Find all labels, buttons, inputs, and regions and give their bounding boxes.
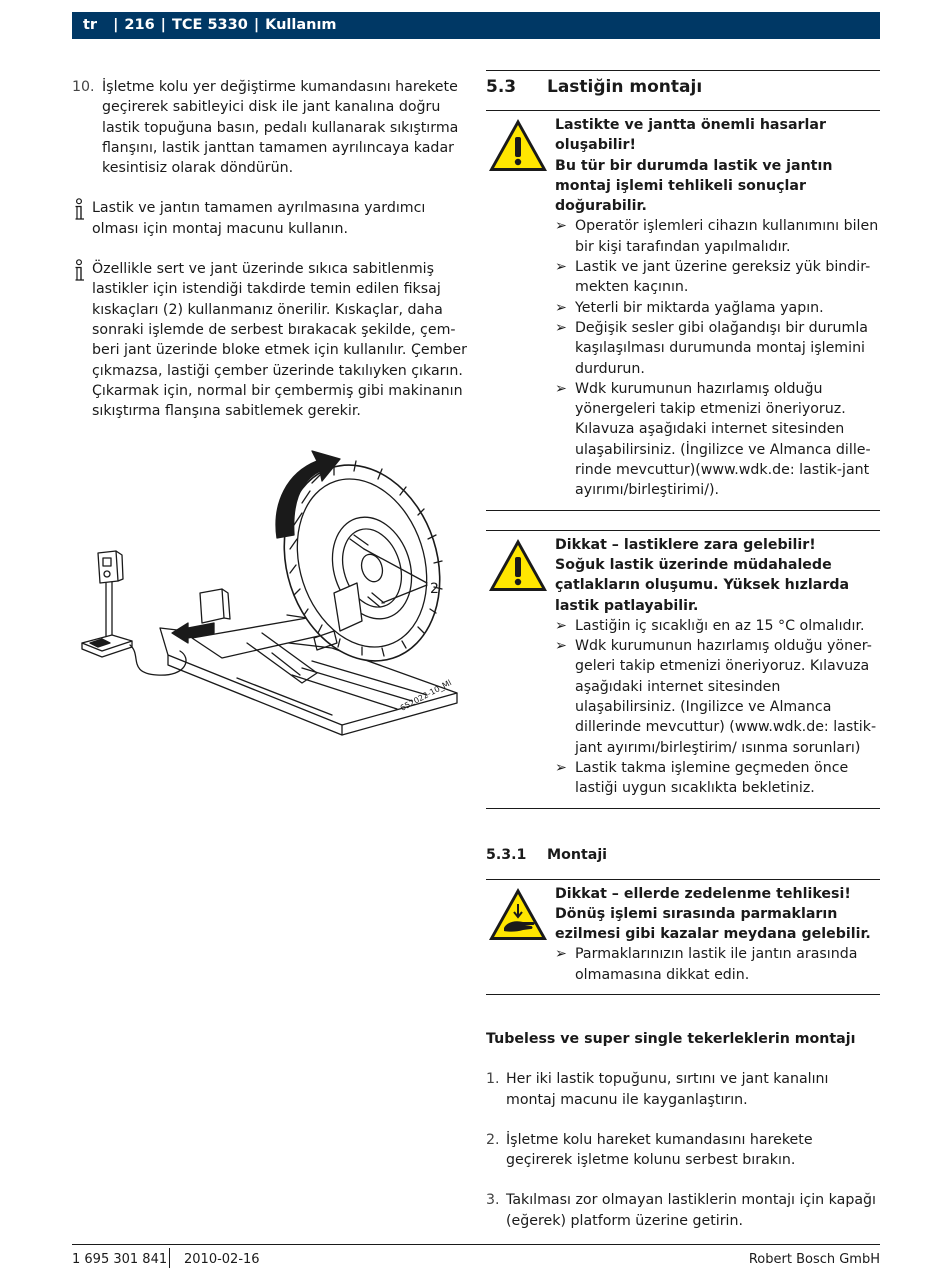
step-10 [72,77,467,178]
bullet-arrow-icon: ➢ [555,759,567,776]
warning-rule [486,994,880,995]
warning-bullet: ➢ Wdk kurumunun hazırlamış olduğu yönergeleri takip etmenizi öneriyoruz. Kılavuza aşağıdaki internet sitesinden ulaşabilirsiniz. (İngilizce ve Almanca dille-rinde mevcuttur)(www.wdk.de: lastik-jant ayırımı/birleştirimi/). [555,380,871,499]
warning-title: Lastikte ve jantta önemli hasarlar oluşabilir! [555,117,826,154]
left-column [72,77,467,743]
bullet-arrow-icon: ➢ [555,380,567,397]
info-text-1: Lastik ve jantın tamamen ayrılmasına yardımcı olması için montaj macunu kullanın. [92,200,426,237]
footer-date: 2010-02-16 [184,1252,260,1267]
step-number: 10. [72,79,95,95]
tyre-changer-illustration [72,443,467,743]
section-title: Lastiğin montajı [547,77,703,97]
footer-company: Robert Bosch GmbH [748,1252,880,1267]
list-number: 1. [486,1071,500,1088]
step-text: İşletme kolu yer değiştirme kumandasını harekete geçirerek sabitleyici disk ile jant kanalına doğru lastik topuğuna basın, pedalı kullanarak sıkıştırma flanşını, lastik janttan tamamen ayrılıncaya kadar kesintisiz olarak döndürün. [102,79,459,177]
section-5-3-1-heading [486,845,880,879]
list-item: 1. Her iki lastik topuğunu, sırtını ve jant kanalını montaj macunu ile kayganlaştırın. [486,1071,829,1108]
header-page-number: 216 [124,17,155,33]
warning-bullet: ➢ Lastik takma işlemine geçmeden önce lastiği uygun sıcaklıkta bekletiniz. [555,759,849,797]
subsection-title: Montaji [547,846,608,863]
warning-box-damage [486,111,880,510]
section-5-3-heading [486,71,880,110]
warning-title: Dikkat – lastiklere zara gelebilir! [555,536,816,553]
bullet-arrow-icon: ➢ [555,638,567,655]
tubeless-heading: Tubeless ve super single tekerleklerin montajı [486,1030,856,1047]
header-model: TCE 5330 [171,17,248,33]
list-number: 3. [486,1192,500,1209]
tyre-changer-figure [72,443,467,743]
footer-rule [72,1244,880,1245]
warning-triangle-icon [487,117,549,173]
bullet-arrow-icon: ➢ [555,319,567,336]
list-item: 2. İşletme kolu hareket kumandasını harekete geçirerek işletme kolunu serbest bırakın. [486,1131,813,1169]
header-section: Kullanım [265,17,337,33]
figure-code: 652022-10_Ml [398,678,454,714]
bullet-arrow-icon: ➢ [555,218,567,235]
warning-subtitle: Dönüş işlemi sırasında parmakların ezilmesi gibi kazalar meydana gelebilir. [555,905,871,943]
bullet-arrow-icon: ➢ [555,299,567,316]
section-number: 5.3 [486,77,517,97]
warning-bullet: ➢ Parmaklarınızın lastik ile jantın arasında olmamasına dikkat edin. [555,946,858,983]
warning-title: Dikkat – ellerde zedelenme tehlikesi! [555,885,851,902]
list-item: 3. Takılması zor olmayan lastiklerin montajı için kapağı (eğerek) platform üzerine getirin. [486,1192,876,1229]
bullet-arrow-icon: ➢ [555,946,567,963]
figure-callout-2: 2 [430,581,439,598]
warning-bullet: ➢ Operatör işlemleri cihazın kullanımını bilen bir kişi tarafından yapılmalıdır. [555,218,879,255]
info-text-2: Özellikle sert ve jant üzerinde sıkıca sabitlenmiş lastikler için istendiği takdirde temin edilen fiksaj kıskaçları (2) kullanmanız önerilir. Kıskaçlar, daha sonraki işlemde de serbest bırakacak şekilde, çem-beri jant üzerinde bloke etmek için kullanılır. Çember çıkmazsa, lastiği çember üzerinde takılıyken çıkarın. Çıkarmak için, normal bir çembermiş gibi makinanın sıkıştırma flanşına sabitlemek gerekir. [92,261,467,420]
info-icon [72,198,88,222]
subsection-number: 5.3.1 [486,846,527,863]
warning-bullet: ➢ Lastik ve jant üzerine gereksiz yük bindir-mekten kaçının. [555,259,871,296]
warning-bullet: ➢ Wdk kurumunun hazırlamış olduğu yöner-geleri takip etmenizi öneriyoruz. Kılavuza aşağıdaki internet sitesinden ulaşabilirsiniz. (Ingilizce ve Almanca dillerinde mevcuttur) (www.wdk.de: lastik-jant ayırımı/birleştirim/ ısınma sorunları) [555,638,877,756]
warning-box-tyre [486,531,880,808]
footer-separator [169,1248,170,1268]
warning-subtitle: Bu tür bir durumda lastik ve jantın montaj işlemi tehlikeli sonuçlar doğurabilir. [555,157,833,215]
warning-triangle-icon [487,537,549,593]
hand-crush-warning-icon [487,886,549,942]
warning-bullet: ➢ Lastiğin iç sıcaklığı en az 15 °C olmalıdır. [555,616,880,636]
info-note-2 [72,259,467,421]
bullet-arrow-icon: ➢ [555,617,567,634]
warning-subtitle: Soğuk lastik üzerinde müdahalede çatlakların oluşumu. Yüksek hızlarda lastik patlayabilir. [555,556,850,614]
warning-box-hands [486,880,880,994]
warning-bullet: ➢ Değişik sesler gibi olağandışı bir durumla kaşılaşılması durumunda montaj işlemini durdurun. [555,319,868,377]
right-column [486,70,880,1231]
bullet-arrow-icon: ➢ [555,259,567,276]
footer [72,1250,880,1270]
header-bar: tr | 216 | TCE 5330 | Kullanım [72,12,880,39]
warning-bullet: ➢ Yeterli bir miktarda yağlama yapın. [555,298,880,318]
footer-document-number: 1 695 301 841 [72,1252,168,1267]
header-lang: tr [83,17,98,33]
warning-rule [486,808,880,809]
list-number: 2. [486,1131,500,1148]
info-note-1 [72,198,467,239]
info-icon [72,259,88,283]
